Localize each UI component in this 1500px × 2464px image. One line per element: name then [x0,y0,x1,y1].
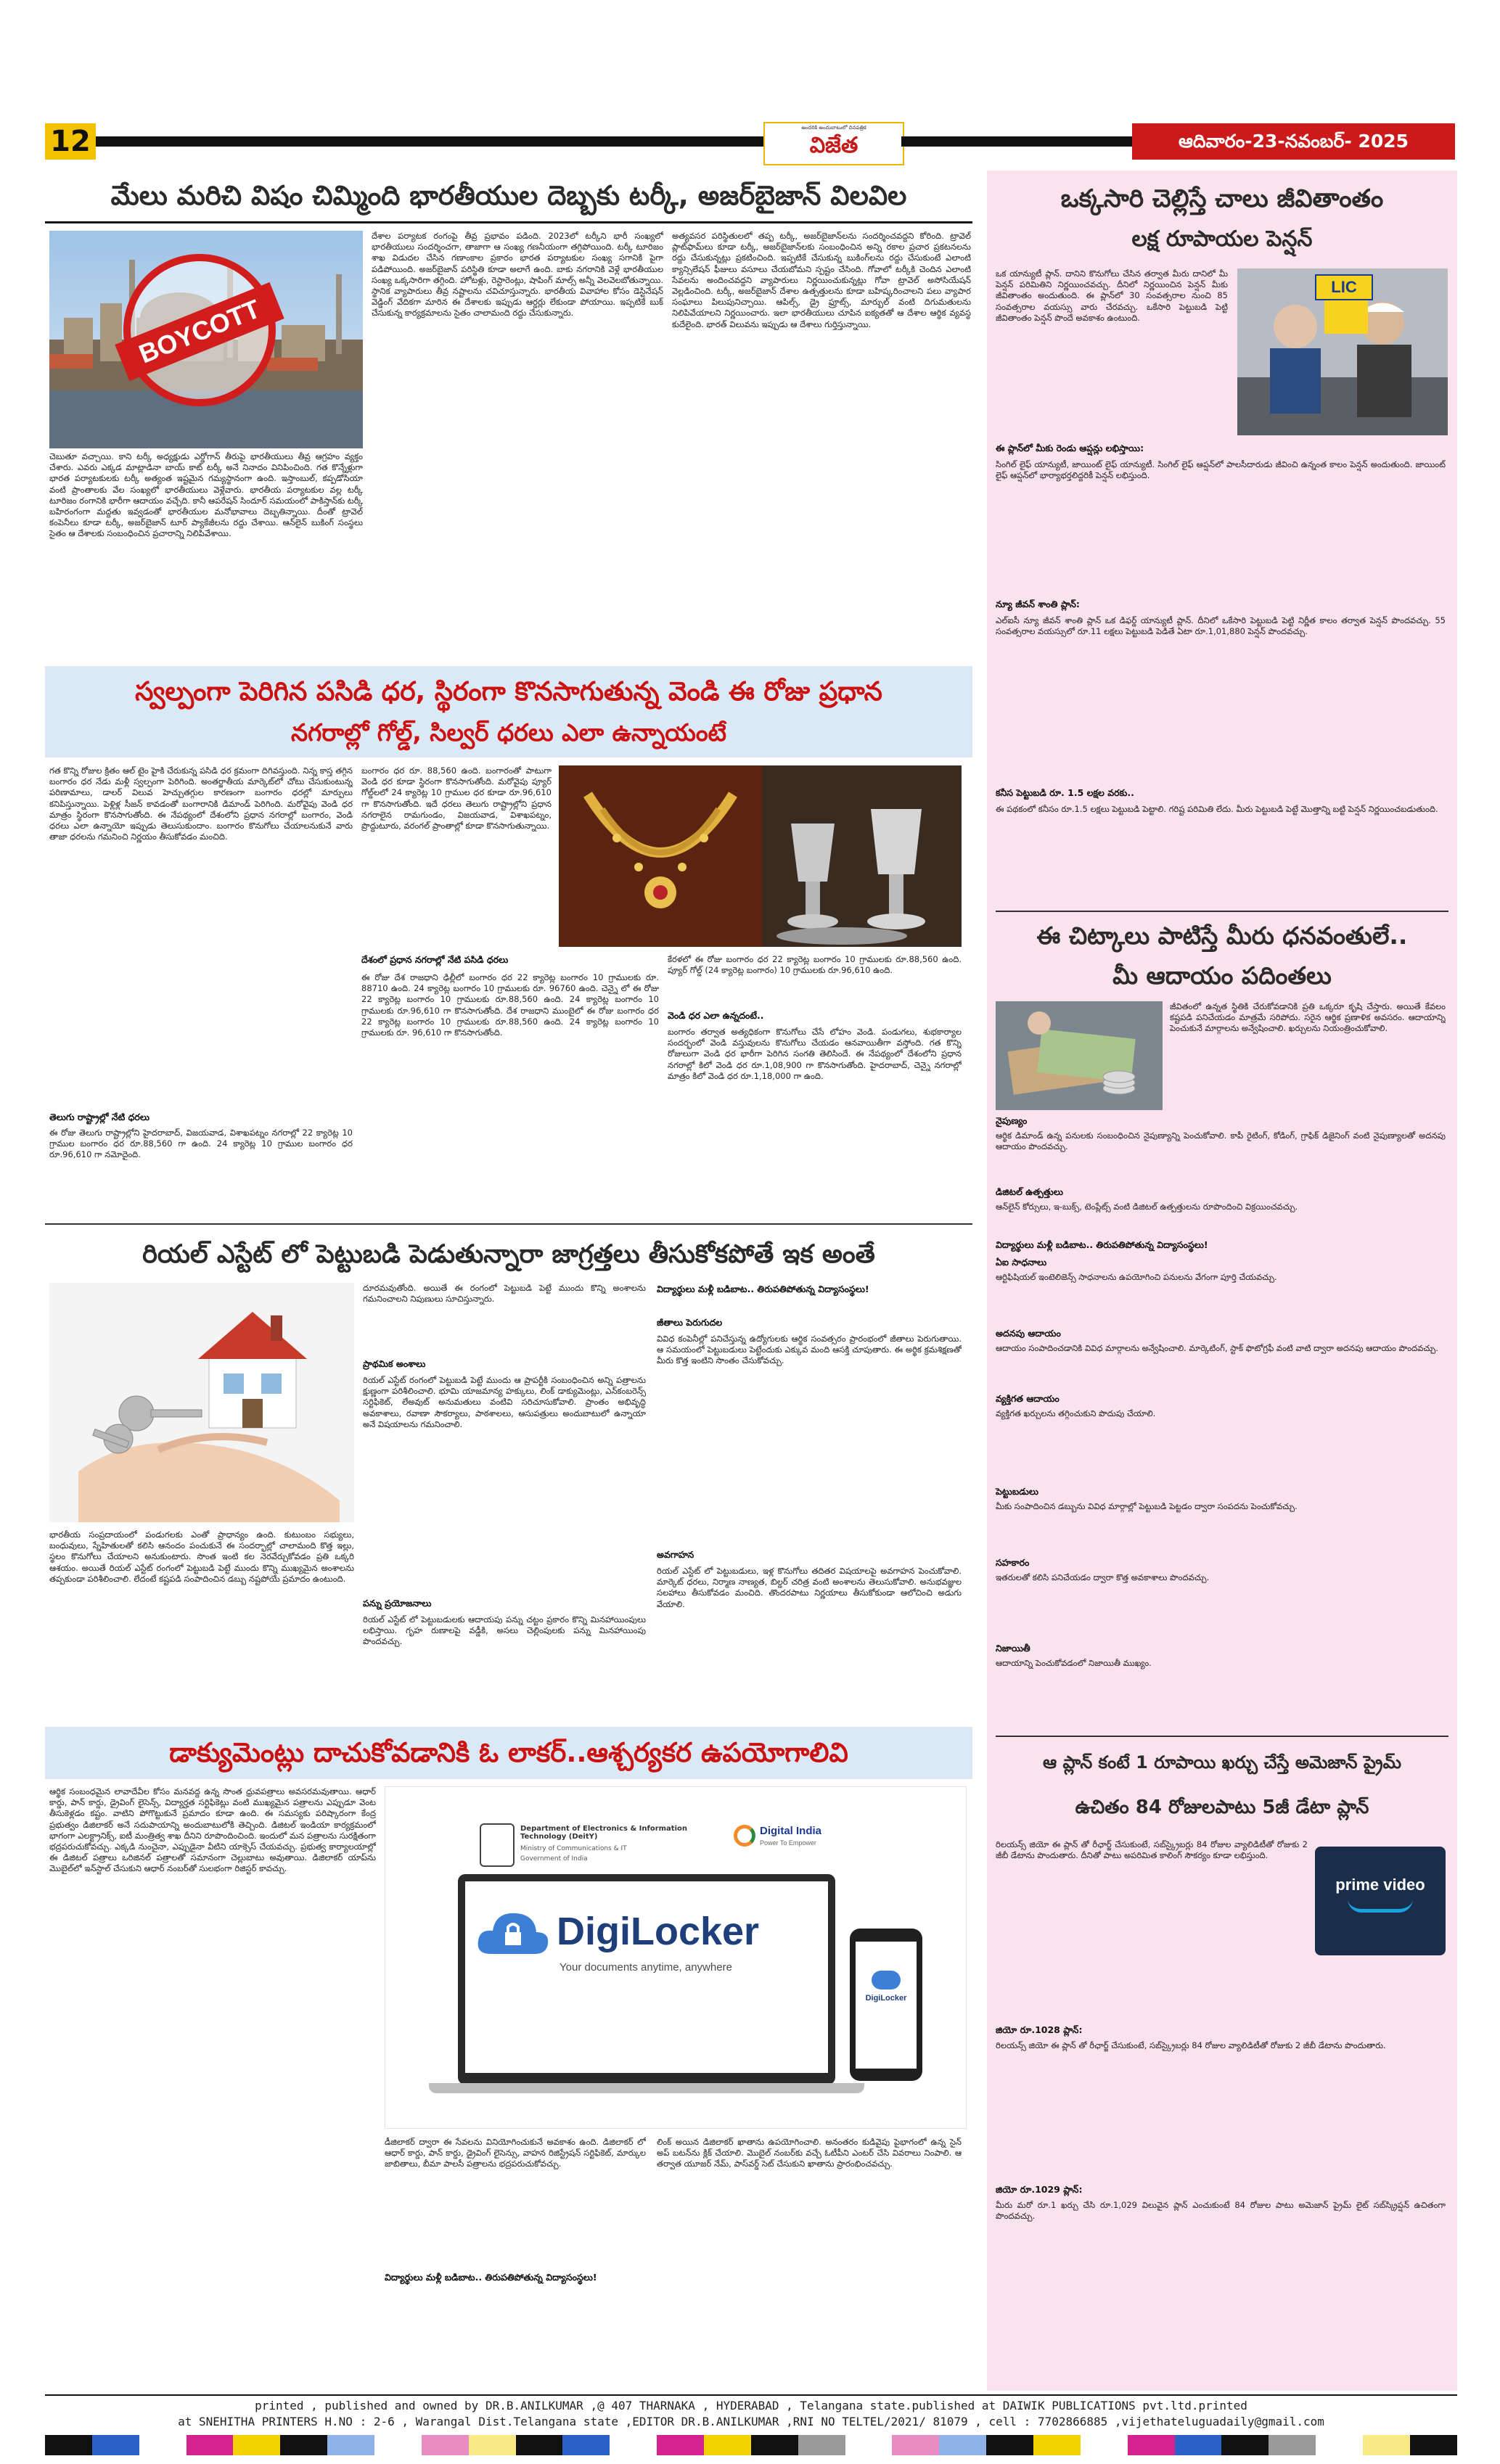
story1-col3: అత్యవసర పరిస్థితులలో తప్ప టర్కీ, అజర్‌బైజాన్‌లను సందర్శించవద్దని కోరింది. ట్రావెల్ ప్లాట్‌ఫామ్‌లు కూడా టర్కీ, అజర్‌బైజాన్‌లకు సంబంధించిన అన్ని రకాల ప్రచార ప్రకటనలను రద్దు చేసుకున్నట్లు ప్రకటించింది. ఇప్పటికే చేసుకున్న బుకింగ్‌లను రద్దు చేసుకుంటే ఎలాంటి క్యాన్సిలేషన్ ఫీజులు వసూలు చేయబోమని స్పష్టం చేసింది. గోవాలో టర్కీకి చెందిన ఎలాంటి సేవలను అందించవద్దని వ్యాపారులు నిర్ణయించుకున్నట్లు గోవా ట్రావెల్ అసోసియేషన్ వెల్లడించింది. టర్కీ, అజర్‌బైజాన్ దేశాల ఉత్పత్తులను కూడా బహిష్కరించాలని పలు వ్యాపార సంఘాలు పిలుపునిచ్చాయి. ఆపిల్స్, డ్రై ఫ్రూట్స్, మార్బుల్ వంటి దిగుమతులను నిలిపివేయాలని నిర్ణయించారు. ఇలా భారతీయులు చూపిన ఐక్యతతో ఆ దేశాల ఆర్థిక వ్యవస్థ కుదేలైంది. భారత్ విలువను ఇప్పుడు ఆ దేశాలు గుర్తిస్తున్నాయి. [672,231,971,329]
story3-headline: రియల్ ఎస్టేట్ లో పెట్టుబడి పెడుతున్నారా జాగ్రత్తలు తీసుకోకపోతే ఇక అంతే [142,1240,875,1269]
strip-magenta [1128,2435,1175,2455]
story4-headline: డాక్యుమెంట్లు దాచుకోవడానికి ఓ లాకర్..ఆశ్చర్యకర ఉపయోగాలివి [169,1737,848,1768]
side1-body4: ఈ పథకంలో కనీసం రూ.1.5 లక్షలు పెట్టుబడి పెట్టాలి. గరిష్ట పరిమితి లేదు. మీరు పెట్టుబడి పెట్టే మొత్తాన్ని బట్టి పెన్షన్ నిర్ణయించబడుతుంది. [996,804,1438,814]
registration-strip [45,2435,1457,2455]
story2-subhead1: తెలుగు రాష్ట్రాల్లో నేటి ధరలు [49,1112,150,1122]
side2-subhead2: డిజిటల్ ఉత్పత్తులు [996,1186,1064,1197]
strip-black [280,2435,327,2455]
footer-line-2: at SNEHITHA PRINTERS H.NO : 2-6 , Warangal Dist.Telangana state ,EDITOR DR.B.ANILKUMAR ,RNI NO TELTEL/2021/ 81079 , cell : 7702866885 ,vijethateluguadaily@gmail.com [178,2415,1324,2428]
phone-screen [856,1942,917,2069]
side2-headline2: మీ ఆదాయం పదింతలు [1112,961,1332,990]
side-rule-2 [996,1736,1448,1737]
strip-lightyellow [1363,2435,1410,2455]
lic-label: LIC [1331,278,1357,296]
strip-magenta [657,2435,704,2455]
side2-body3: ఆన్‌లైన్ కోర్సులు, ఇ-బుక్స్, టెంప్లేట్స్ వంటి డిజిటల్ ఉత్పత్తులను రూపొందించి విక్రయించవచ్చు. [996,1202,1298,1212]
story2-col2: బంగారం ధర రూ. 88,560 ఉంది. బంగారంతో పాటుగా వెండి ధర కూడా స్థిరంగా కొనసాగుతోంది. మరోవైపు ప్యూర్ గోల్డ్‌లలో 24 క్యారెట్ల 10 గ్రాముల ధర కూడా రూ.96,610 గా కొనసాగుతోంది. ఇదే ధరలు తెలుగు రాష్ట్రాల్లోని ప్రధాన నగరాలైన రామగుండం, విజయవాడ, విశాఖపట్నం, ప్రొద్దుటూరు, వరంగల్ ప్రాంతాల్లో కూడా కొనసాగుతున్నాయి. [361,765,552,831]
story3-subhead4: జీతాలు పెరుగుదల [657,1317,723,1328]
strip-black [516,2435,563,2455]
boycott-stamp [123,254,276,406]
strip-lightyellow [469,2435,516,2455]
digital-india-text: Digital India [760,1825,822,1837]
story2-col1: గత కొన్ని రోజుల క్రితం ఆల్ టైం హైకి చేరుకున్న పసిడి ధర క్రమంగా దిగివస్తుంది. నిన్న కాస్త తగ్గిన బంగారం ధర నేడు మళ్లీ స్వల్పంగా పెరిగింది. అంతర్జాతీయ మార్కెట్‌లో చోటు చేసుకుంటున్న పరిణామాలు, డాలర్ విలువ హెచ్చుతగ్గుల కారణంగా బంగారం ధరల్లో మార్పులు కనిపిస్తున్నాయి. పెళ్లిళ్ల సీజన్ కావడంతో బంగారానికి డిమాండ్ పెరిగింది. మరోవైపు వెండి ధర మాత్రం స్థిరంగా కొనసాగుతోంది. ఈ నేపథ్యంలో దేశంలోని ప్రధాన నగరాల్లో బంగారం, వెండి ధరలు ఎలా ఉన్నాయో ఇప్పుడు తెలుసుకుందాం. బంగారం కొనుగోలు చేయాలనుకునే వారు తాజా ధరలను గమనించి నిర్ణయం తీసుకోవడం మంచిది. [49,765,353,842]
strip-white [845,2435,893,2455]
footer-rule [45,2394,1457,2396]
story3-subhead2: పన్ను ప్రయోజనాలు [363,1598,432,1609]
strip-yellow [1033,2435,1081,2455]
headline-underline [45,221,972,223]
side2-subhead7: పెట్టుబడులు [996,1486,1039,1497]
side1-subhead3: కనీస పెట్టుబడి రూ. 1.5 లక్షల వరకు.. [996,787,1134,798]
story2-subhead2: దేశంలో ప్రధాన నగరాల్లో నేటి పసిడి ధరలు [361,954,509,965]
story3-subhead1: ప్రాథమిక అంశాలు [363,1358,426,1369]
cloud-lock-icon [472,1903,552,1961]
prime-video-text: prime video [1335,1876,1425,1894]
side3-body2: రిలయన్స్ జియో ఈ ప్లాన్ తో రీఛార్జ్ చేసుకుంటే, సబ్‌స్క్రైబర్లు 84 రోజుల వ్యాలిడిటీతో రోజుకు 2 జీబీ డేటాను పొందుతారు. [996,2040,1386,2050]
digilocker-brand: DigiLocker [557,1910,760,1953]
date-text: ఆదివారం-23-నవంబర్- 2025 [1178,131,1409,152]
strip-pink [892,2435,939,2455]
digilocker-graphic [385,1786,967,2129]
deity-caption-2: Ministry of Communications & IT [520,1845,627,1852]
side2-body4: ఆర్టిఫిషియల్ ఇంటెలిజెన్స్ సాధనాలను ఉపయోగించి పనులను వేగంగా పూర్తి చేయవచ్చు. [996,1272,1277,1282]
govt-emblem [480,1823,515,1867]
deity-caption-1: Department of Electronics & Information Technology (DeitY) [520,1825,688,1841]
story4-col1: ఆర్థిక సంబంధమైన లావాదేవీల కోసం మనవద్ద ఉన్న సొంత ధ్రువపత్రాలు అవసరమవుతాయి. ఆధార్ కార్డు, పాన్ కార్డు, డ్రైవింగ్ లైసెన్స్, విద్యార్హత సర్టిఫికెట్లు వంటి ముఖ్యమైన పత్రాలను ఎప్పుడూ వెంట తీసుకెళ్లడం కష్టం. వాటిని పోగొట్టుకునే ప్రమాదం కూడా ఉంది. ఈ సమస్యకు పరిష్కారంగా కేంద్ర ప్రభుత్వం డిజిలాకర్ అనే సదుపాయాన్ని అందుబాటులోకి తెచ్చింది. డిజిటల్ ఇండియా కార్యక్రమంలో భాగంగా ఎలక్ట్రానిక్స్, ఐటీ మంత్రిత్వ శాఖ దీనిని రూపొందించింది. ఇందులో మన పత్రాలను సురక్షితంగా భద్రపరుచుకోవచ్చు. ఎక్కడి నుంచైనా, ఎప్పుడైనా వీటిని యాక్సెస్ చేయవచ్చు. ప్రభుత్వ కార్యాలయాల్లో ఈ డిజిటల్ పత్రాలు ఒరిజినల్ పత్రాలతో సమానంగా చెల్లుబాటు అవుతాయి. డిజిలాకర్ యాప్‌ను మొబైల్‌లో ఇన్‌స్టాల్ చేసుకుని ఆధార్ నంబర్‌తో సులభంగా రిజిస్టర్ కావచ్చు. [49,1786,376,1874]
story4-col3: లింక్ అయిన డిజిలాకర్ ఖాతాను ఉపయోగించాలి. అనంతరం కుడివైపు పైభాగంలో ఉన్న సైన్ అప్ బటన్‌ను క్లిక్ చేయాలి. మొబైల్ నంబర్‌కు వచ్చే ఓటీపీని ఎంటర్ చేసి వివరాలు నింపాలి. ఆ తర్వాత యూజర్ నేమ్, పాస్‌వర్డ్ సెట్ చేసుకుని ఖాతాను ప్రారంభించవచ్చు. [657,2137,962,2169]
story2-col3b: బంగారం తర్వాత అత్యధికంగా కొనుగోలు చేసే లోహం వెండి. పండుగలు, శుభకార్యాల సందర్భంలో వెండి వస్తువులను కొనుగోలు చేయడం ఆనవాయితీగా వస్తోంది. గత కొన్ని రోజులుగా వెండి ధర భారీగా పెరిగిన సంగతి తెలిసిందే. ఈ నేపథ్యంలో దేశంలోని ప్రధాన నగరాల్లో కిలో వెండి ధర రూ.1,08,900 గా కొనసాగుతోంది. హైదరాబాద్, చెన్నై నగరాల్లో మాత్రం కిలో వెండి ధర రూ.1,18,000 గా ఉంది. [668,1027,962,1081]
logo-box [763,122,904,165]
story3-subhead5: అవగాహన [657,1549,694,1560]
story4-subhead1: విద్యార్థులు మళ్లీ బడిబాట.. తిరుపతిపోతున్న విద్యాసంస్థలు! [385,2272,597,2283]
side1-subhead2: న్యూ జీవన్ శాంతి ప్లాన్: [996,599,1080,609]
side-rule-1 [996,911,1448,912]
story3-col1: భారతీయ సంప్రదాయంలో పండుగలకు ఎంతో ప్రాధాన్యం ఉంది. కుటుంబం సభ్యులు, బంధువులు, స్నేహితులతో కలిసి ఆనందం పంచుకునే ఈ సందర్భాల్లో చాలామంది కొత్త ఇల్లు, స్థలం కొనుగోలు చేయాలని అనుకుంటారు. సొంత ఇంటి కల నెరవేర్చుకోవడం ప్రతి ఒక్కరి ఆశయం. అయితే రియల్ ఎస్టేట్ రంగంలో పెట్టుబడి పెట్టే ముందు కొన్ని ముఖ్యమైన అంశాలను తప్పకుండా పరిశీలించాలి. లేదంటే కష్టపడి సంపాదించిన డబ్బు నష్టపోయే ప్రమాదం ఉంటుంది. [49,1529,354,1584]
strip-grey [798,2435,845,2455]
strip-white [610,2435,657,2455]
prime-video-badge [1315,1847,1446,1955]
masthead-rule [96,136,763,147]
story2-subhead3: వెండి ధర ఎలా ఉన్నదంటే.. [668,1010,764,1021]
story2-headline-line2: నగరాల్లో గోల్డ్, సిల్వర్ ధరలు ఎలా ఉన్నాయంటే [290,718,727,747]
side3-headline1: ఆ ప్లాన్ కంటే 1 రూపాయి ఖర్చు చేస్తే అమెజాన్ ప్రైమ్ [1042,1752,1402,1773]
strip-white [139,2435,187,2455]
strip-lightblue [327,2435,374,2455]
side2-body6: వ్యక్తిగత ఖర్చులను తగ్గించుకుని పొదుపు చేయాలి. [996,1408,1156,1418]
side2-subhead8: సహకారం [996,1557,1030,1568]
section-rule [45,1223,972,1225]
side2-subhead4: ఏఐ సాధనాలు [996,1257,1047,1268]
phone-cloud-icon [872,1971,901,1989]
strip-magenta [187,2435,234,2455]
side3-subhead1: జియో రూ.1028 ప్లాన్: [996,2024,1083,2035]
story2-col1b: ఈ రోజు తెలుగు రాష్ట్రాల్లోని హైదరాబాద్, విజయవాడ, విశాఖపట్నం నగరాల్లో 22 క్యారెట్ల 10 గ్రాముల బంగారం ధర రూ.88,560 గా ఉంది. 24 క్యారెట్ల 10 గ్రాముల బంగారం ధర రూ.96,610 గా నమోదైంది. [49,1128,353,1160]
story2-headline-line1: స్వల్పంగా పెరిగిన పసిడి ధర, స్థిరంగా కొనసాగుతున్న వెండి ఈ రోజు ప్రధాన [135,677,882,707]
house-keys-photo [49,1283,354,1522]
strip-pink [422,2435,469,2455]
side1-subhead1: ఈ ప్లాన్‌లో మీకు రెండు ఆప్షన్లు లభిస్తాయి: [996,443,1144,453]
side3-body: రిలయన్స్ జియో ఈ ప్లాన్ తో రీఛార్జ్ చేసుకుంటే, సబ్‌స్క్రైబర్లు 84 రోజుల వ్యాలిడిటీతో రోజుకు 2 జీబీ డేటాను పొందుతారు. దీనితో పాటు అపరిమిత కాలింగ్ సౌకర్యం కూడా లభిస్తుంది. [996,1839,1308,1861]
story3-col2: దూరమవుతోంది. అయితే ఈ రంగంలో పెట్టుబడి పెట్టే ముందు కొన్ని అంశాలను గమనించాలని నిపుణులు సూచిస్తున్నారు. [363,1283,646,1305]
side2-subhead1: నైపుణ్యం [996,1115,1028,1126]
story3-col2b: రియల్ ఎస్టేట్ రంగంలో పెట్టుబడి పెట్టే ముందు ఆ ప్రాపర్టీకి సంబంధించిన అన్ని పత్రాలను క్షుణ్ణంగా పరిశీలించాలి. భూమి యాజమాన్య హక్కులు, లింక్ డాక్యుమెంట్లు, ఎన్‌కంబరెన్స్ సర్టిఫికెట్, లేఅవుట్ అనుమతులు వంటివి సరిచూసుకోవాలి. ప్రాంతం అభివృద్ధి అవకాశాలు, రవాణా సౌకర్యాలు, పాఠశాలలు, ఆసుపత్రులు అందుబాటులో ఉన్నాయా అనే విషయాలను గమనించాలి. [363,1375,646,1429]
side2-headline1: ఈ చిట్కాలు పాటిస్తే మీరు ధనవంతులే.. [1036,921,1408,950]
strip-blue [92,2435,139,2455]
logo-text: విజేత [809,133,858,158]
prime-smile-icon [1348,1899,1413,1913]
story3-col3: వివిధ కంపెనీల్లో పనిచేస్తున్న ఉద్యోగులకు ఆర్థిక సంవత్సరం ప్రారంభంలో జీతాలు పెరుగుతాయి. ఆ సమయంలో పెట్టుబడులు పెట్టేందుకు ఎక్కువ మంది ఆసక్తి చూపుతారు. ఈ అర్థిక క్రమశిక్షణతో మీరు కొత్త ఇంటిని సొంతం చేసుకోవచ్చు. [657,1334,962,1366]
strip-yellow [704,2435,751,2455]
laptop-base [429,2083,864,2093]
side3-body3: మీరు మరో రూ.1 ఖర్చు చేసి రూ.1,029 విలువైన ప్లాన్ ఎంచుకుంటే 84 రోజుల పాటు అమెజాన్ ప్రైమ్ లైట్ సబ్‌స్క్రిప్షన్ ఉచితంగా పొందవచ్చు. [996,2200,1446,2222]
side2-body2: ఆర్థిక డిమాండ్ ఉన్న పనులకు సంబంధించిన నైపుణ్యాన్ని పెంచుకోవాలి. కాపీ రైటింగ్, కోడింగ్, గ్రాఫిక్ డిజైనింగ్ వంటి నైపుణ్యాలతో అదనపు ఆదాయం పొందవచ్చు. [996,1130,1446,1152]
masthead-rule-right [901,136,1132,147]
story3-subhead3: విద్యార్థులు మళ్లీ బడిబాట.. తిరుపతిపోతున్న విద్యాసంస్థలు! [657,1284,869,1294]
side1-body3: ఎల్ఐసీ న్యూ జీవన్ శాంతి ప్లాన్ ఒక డిఫర్డ్ యాన్యుటీ ప్లాన్. దీనిలో ఒకేసారి పెట్టుబడి పెట్టి నిర్ణీత కాలం తర్వాత పెన్షన్ పొందవచ్చు. 55 సంవత్సరాల వయస్సులో రూ.11 లక్షలు పెట్టుబడి పెడితే ఏటా రూ.1,01,880 పెన్షన్ పొందవచ్చు. [996,615,1446,637]
story4-col2: డీజిలాకర్ ద్వారా ఈ సేవలను వినియోగించుకునే అవకాశం ఉంది. డిజిలాకర్ లో ఆధార్ కార్డు, పాన్ కార్డు, డ్రైవింగ్ లైసెన్సు, వాహన రిజిస్ట్రేషన్ సర్టిఫికెట్, మార్కుల జాబితాలు, బీమా పాలసీ పత్రాలను భద్రపరుచుకోవచ్చు. [385,2137,646,2169]
strip-black [1221,2435,1269,2455]
side1-body2: సింగిల్ లైఫ్ యాన్యుటీ, జాయింట్ లైఫ్ యాన్యుటీ. సింగిల్ లైఫ్ ఆప్షన్‌లో పాలసీదారుడు జీవించి ఉన్నంత కాలం పెన్షన్ అందుతుంది. జాయింట్ లైఫ్ ఆప్షన్‌లో భార్యాభర్తలిద్దరికీ పెన్షన్ లభిస్తుంది. [996,459,1446,481]
deity-caption-3: Government of India [520,1855,588,1863]
digital-india-icon [734,1825,755,1847]
story1-headline: మేలు మరిచి విషం చిమ్మింది భారతీయుల దెబ్బకు టర్కీ, అజర్‌బైజాన్ విలవిల [110,180,907,211]
strip-black [45,2435,92,2455]
side2-subhead3: విద్యార్థులు మళ్లీ బడిబాట.. తిరుపతిపోతున్న విద్యాసంస్థలు! [996,1239,1208,1250]
side1-body: ఒక యాన్యుటీ ప్లాన్. దానిని కొనుగోలు చేసిన తర్వాత మీరు దానిలో మీ పెన్షన్ పరిమితిని నిర్ణయించవచ్చు. దీనిలో నిర్ణయించిన పెన్షన్ మీకు జీవితాంతం అందుతుంది. ఈ ప్లాన్‌లో 30 సంవత్సరాల నుంచి 85 సంవత్సరాల వయస్సు వారు చేరవచ్చు. ఒకేసారి పెట్టుబడి పెట్టి జీవితాంతం పెన్షన్ పొందే అవకాశం ఉంటుంది. [996,268,1228,323]
digilocker-tagline: Your documents anytime, anywhere [560,1961,732,1974]
phone-brand: DigiLocker [865,1994,907,2003]
money-photo [996,1001,1163,1110]
strip-blue [562,2435,610,2455]
story2-col2b: ఈ రోజు దేశ రాజధాని ఢిల్లీలో బంగారం ధర 22 క్యారెట్ల బంగారం 10 గ్రాములకు రూ. 88710 ఉంది. 24 క్యారెట్ల బంగారం 10 గ్రాములకు రూ. 96760 ఉంది. చెన్నై లో ఈ రోజు 22 క్యారెట్ల బంగారం 10 గ్రాములకు రూ.88,560 ఉంది. 24 క్యారెట్ల బంగారం 10 గ్రాములకు రూ.96,610 గా కొనసాగుతోంది. దేశ రాజధాని ముంబైలో ఈ రోజు బంగారం ధర 22 క్యారెట్ల బంగారం 10 గ్రాములకు రూ.88,560 ఉంది. 24 క్యారెట్ల బంగారం 10 గ్రాములకు రూ. 96,610 గా కొనసాగుతోంది. [361,972,659,1038]
phone-illustration [850,1929,922,2081]
strip-lightblue [939,2435,986,2455]
side2-body9: ఆదాయాన్ని పెంచుకోవడంలో నిజాయితీ ముఖ్యం. [996,1658,1152,1668]
strip-white [1316,2435,1363,2455]
lic-logo [1315,274,1373,300]
side1-headline: ఒక్కసారి చెల్లిస్తే చాలు జీవితాంతం [1060,184,1384,213]
side2-subhead5: అదనపు ఆదాయం [996,1328,1061,1339]
strip-blue [1175,2435,1222,2455]
story2-col3: కేరళలో ఈ రోజు బంగారం ధర 22 క్యారెట్ల బంగారం 10 గ్రాములకు రూ.88,560 ఉంది. ప్యూర్ గోల్డ్ (24 క్యారెట్ల బంగారం) 10 గ్రాములకు రూ.96,610 ఉంది. [668,954,962,976]
strip-white [374,2435,422,2455]
story1-col2: దేశాల పర్యాటక రంగంపై తీవ్ర ప్రభావం పడింది. 2023లో టర్కీని భారీ సంఖ్యలో భారతీయులు సందర్శించగా, తాజాగా ఆ సంఖ్య గణనీయంగా తగ్గిపోయింది. టర్కీ టూరిజం శాఖ విడుదల చేసిన గణాంకాల ప్రకారం భారత పర్యాటకుల సంఖ్య సగానికి పైగా పడిపోయింది. అజర్‌బైజాన్ పరిస్థితి కూడా అలాగే ఉంది. బాకు నగరానికి వెళ్లే భారతీయుల సంఖ్య ఒక్కసారిగా తగ్గింది. హోటళ్లు, రెస్టారెంట్లు, షాపింగ్ మాల్స్ అన్నీ వెలవెలబోతున్నాయి. స్థానిక వ్యాపారులు తీవ్ర నష్టాలను చవిచూస్తున్నారు. భారతీయ వివాహాల కోసం డెస్టినేషన్ వెడ్డింగ్ వేదికగా మారిన ఈ దేశాలకు ఇప్పుడు ఆర్డర్లు లేకుండా పోయాయి. ఇప్పటికే బుక్ చేసుకున్న కార్యక్రమాలను సైతం చాలామంది రద్దు చేసుకున్నారు. [372,231,663,319]
boycott-stamp-text: BOYCOTT [115,282,284,381]
strip-black [751,2435,798,2455]
side2-body: జీవితంలో ఉన్నత స్థితికి చేరుకోవడానికి ప్రతి ఒక్కరూ కృషి చేస్తారు. అయితే కేవలం కష్టపడి పనిచేయడం మాత్రమే సరిపోదు. సరైన ఆర్థిక ప్రణాళిక అవసరం. ఆదాయాన్ని పెంచుకునే మార్గాలను అన్వేషించాలి. ఖర్చులను నియంత్రించుకోవాలి. [1170,1001,1446,1034]
side2-body7: మీకు సంపాదించిన డబ్బును వివిధ మార్గాల్లో పెట్టుబడి పెట్టడం ద్వారా సంపదను పెంచుకోవచ్చు. [996,1501,1298,1511]
strip-white [1081,2435,1128,2455]
story3-col3b: రియల్ ఎస్టేట్ లో పెట్టుబడులు, ఇళ్ల కొనుగోలు తదితర విషయాలపై అవగాహన పెంచుకోవాలి. మార్కెట్ ధరలు, నిర్మాణ నాణ్యత, బిల్డర్ చరిత్ర వంటి అంశాలను తెలుసుకోవాలి. అనుభవజ్ఞుల సలహాలు తీసుకోవడం మంచిది. తొందరపాటు నిర్ణయాలు తీసుకోకుండా ఆలోచించి అడుగు వేయాలి. [657,1566,962,1609]
strip-yellow [233,2435,280,2455]
footer-line-1: printed , published and owned by DR.B.ANILKUMAR ,@ 407 THARNAKA , HYDERABAD , Telangana state.published at DAIWIK PUBLICATIONS pvt.ltd.printed [255,2399,1247,2412]
story1-col1: చెబుతూ వచ్చాయి. కాని టర్కీ అధ్యక్షుడు ఎర్డోగాన్ తీరుపై భారతీయులు తీవ్ర ఆగ్రహం వ్యక్తం చేశారు. ఎవరు ఎక్కడ మాట్లాడినా బాయ్ కాట్ టర్కీ అనే నినాదం వినిపించింది. గత కొన్నేళ్లుగా భారత పర్యాటకులకు టర్కీ అత్యంత ఇష్టమైన గమ్యస్థానంగా ఉంది. ఇస్తాంబుల్, కప్పడోసియా వంటి ప్రాంతాలకు వేల సంఖ్యలో భారతీయులు వెళ్లేవారు. భారతీయ పర్యాటకుల వల్ల టర్కీ టూరిజం రంగానికి భారీగా ఆదాయం వచ్చేది. కానీ ఆపరేషన్ సిందూర్ సమయంలో పాకిస్తాన్‌కు టర్కీ బహిరంగంగా మద్దతు ఇవ్వడంతో భారతీయుల మనోభావాలు దెబ్బతిన్నాయి. దీంతో ట్రావెల్ కంపెనీలు కూడా టర్కీ, అజర్‌బైజాన్ టూర్ ప్యాకేజీలను రద్దు చేశాయి. ఆన్‌లైన్ బుకింగ్ సంస్థలు సైతం ఆ దేశాలకు సంబంధించిన ప్రచారాన్ని నిలిపివేశాయి. [49,451,363,539]
side2-body8: ఇతరులతో కలిసి పనిచేయడం ద్వారా కొత్త అవకాశాలు పొందవచ్చు. [996,1572,1210,1582]
side2-subhead9: నిజాయితీ [996,1643,1030,1654]
side1-subheadline: లక్ష రూపాయల పెన్షన్ [1131,226,1313,252]
story3-col2c: రియల్ ఎస్టేట్ లో పెట్టుబడులకు ఆదాయపు పన్ను చట్టం ప్రకారం కొన్ని మినహాయింపులు లభిస్తాయి. గృహ రుణాలపై వడ్డీకి, అసలు చెల్లింపులకు పన్ను మినహాయింపు పొందవచ్చు. [363,1614,646,1647]
side2-body5: ఆదాయం సంపాదించడానికి వివిధ మార్గాలను అన్వేషించాలి. మార్కెటింగ్, స్టాక్ ఫొటోగ్రఫీ వంటి వాటి ద్వారా అదనపు ఆదాయం పొందవచ్చు. [996,1343,1438,1353]
side2-subhead6: వ్యక్తిగత ఆదాయం [996,1393,1060,1404]
logo-tagline: అందరికి అందుబాటులో దినపత్రిక [801,125,866,131]
strip-grey [1269,2435,1316,2455]
page-number: 12 [50,125,91,158]
gold-jewellery-photo [559,765,962,947]
strip-black [1410,2435,1457,2455]
side3-subhead2: జియో రూ.1029 ప్లాన్: [996,2184,1083,2195]
digital-india-tag: Power To Empower [760,1839,816,1847]
strip-black [986,2435,1033,2455]
side3-headline2: ఉచితం 84 రోజులపాటు 5జీ డేటా ప్లాన్ [1075,1796,1369,1818]
